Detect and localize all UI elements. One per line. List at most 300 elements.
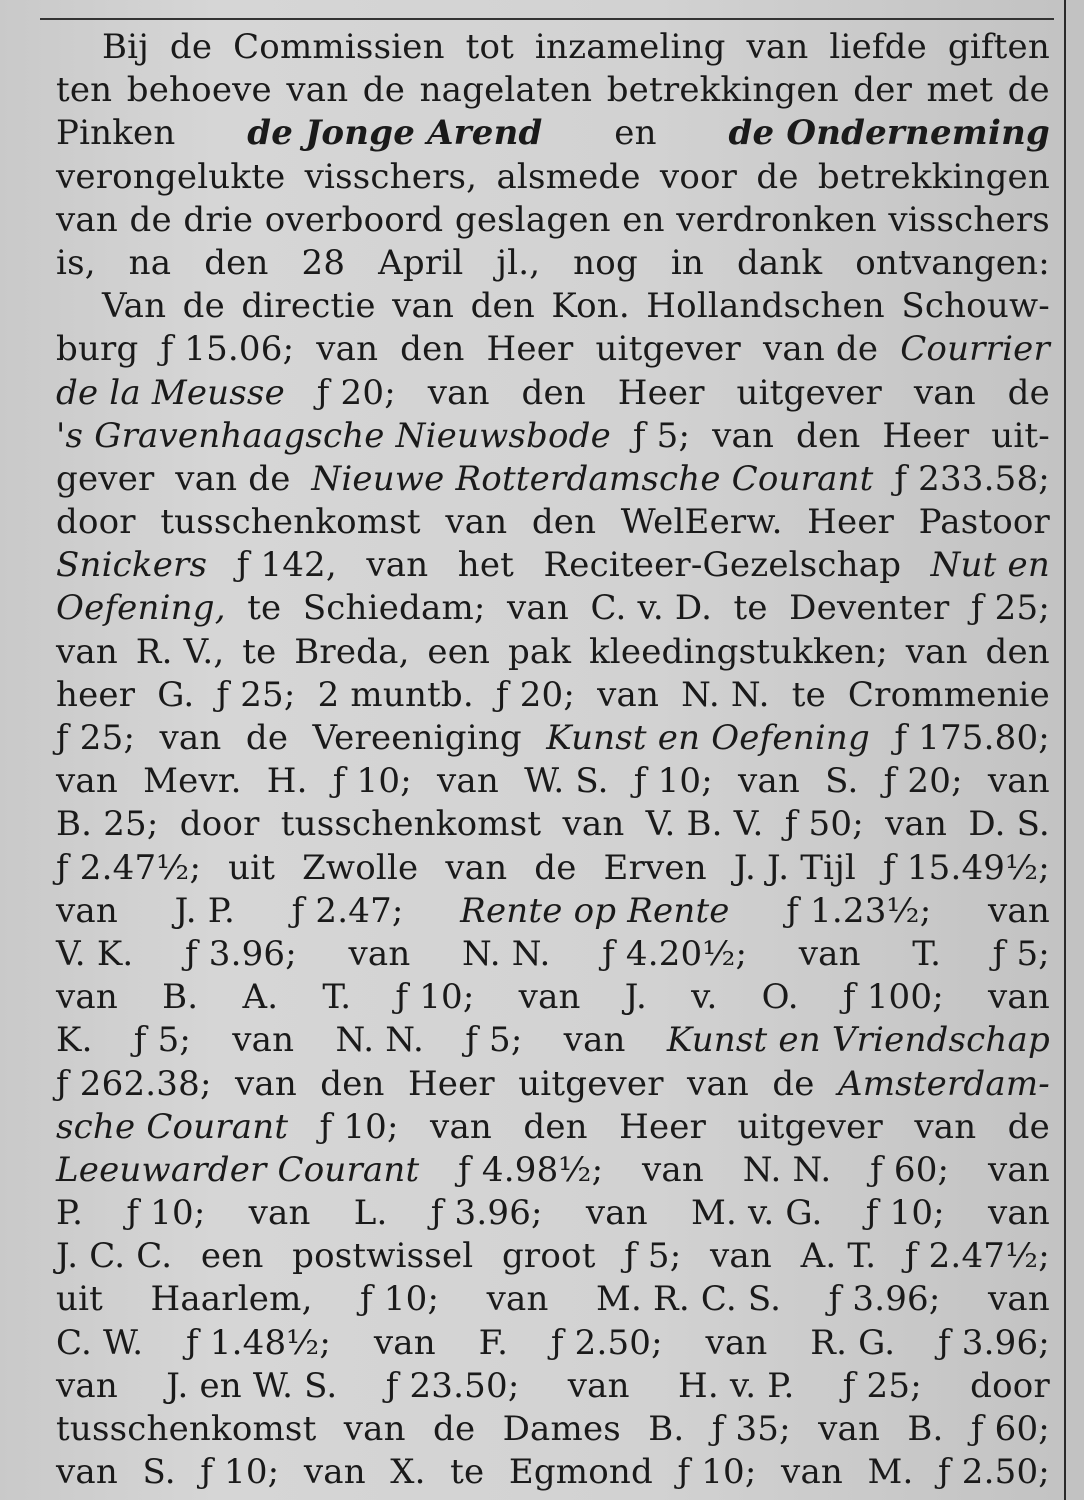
text-segment: 28 [301, 242, 346, 283]
text-segment: Heer [807, 502, 895, 543]
text-segment: voor [659, 156, 738, 197]
text-line [56, 631, 1050, 674]
text-segment: Heer [486, 329, 574, 370]
text-segment: B. 25; [56, 804, 159, 845]
text-line [56, 458, 1050, 501]
text-segment: van [781, 1452, 844, 1493]
text-segment: R. V., [135, 631, 225, 672]
text-segment: van [445, 847, 508, 888]
text-segment: uit [228, 847, 276, 888]
text-segment: N. N. [681, 674, 770, 715]
text-segment: van [234, 1063, 297, 1104]
text-segment: den [531, 502, 597, 543]
text-segment: de [129, 199, 172, 240]
text-line [56, 156, 1050, 199]
text-segment: WelEerw. [620, 502, 783, 543]
text-segment: ƒ 2.47; [291, 890, 404, 931]
text-segment: giften [947, 27, 1050, 67]
text-line [56, 372, 1050, 415]
text-segment: P. [56, 1193, 84, 1234]
text-segment: overboord [264, 199, 444, 240]
text-segment: T. [912, 933, 942, 974]
text-line [56, 674, 1050, 717]
text-segment: van [437, 761, 499, 802]
text-segment: 's Gravenhaagsche Nieuwsbode [56, 415, 611, 456]
text-segment: de [1007, 1106, 1050, 1147]
text-segment: Breda, [294, 631, 410, 672]
text-segment: jl., [496, 242, 541, 283]
text-segment: Reciteer-Gezelschap [543, 545, 902, 586]
text-line [56, 1451, 1050, 1494]
text-segment: N. N. [461, 933, 551, 974]
text-segment: ƒ 5; [133, 1020, 192, 1061]
text-segment: ƒ 233.58; [894, 458, 1050, 499]
text-segment: ƒ 10; [633, 761, 713, 802]
text-segment: groot [501, 1236, 596, 1277]
text-segment: S. [825, 761, 859, 802]
text-segment: ƒ 1.23½; [786, 890, 932, 931]
text-segment: Crommenie [847, 674, 1050, 715]
text-segment: de [756, 156, 799, 197]
text-segment: heer [56, 674, 136, 715]
text-segment: van [798, 933, 861, 974]
text-segment: van [818, 1409, 881, 1449]
text-segment: geslagen [454, 199, 611, 240]
text-segment: uitgever [518, 1063, 664, 1104]
text-segment: N. N. [742, 1149, 832, 1190]
text-segment: van [987, 1149, 1050, 1190]
text-segment: N. N. [335, 1020, 425, 1061]
text-segment: de [1007, 372, 1050, 413]
text-segment: van [56, 199, 118, 240]
text-segment: inzameling [534, 27, 726, 67]
text-segment: A. T. [800, 1236, 877, 1277]
text-line [56, 1365, 1050, 1408]
text-segment: ƒ 3.96; [938, 1322, 1050, 1363]
text-segment: D. S. [968, 804, 1050, 845]
text-segment: Dames [502, 1409, 621, 1449]
text-segment: J. P. [174, 890, 235, 931]
text-segment: ƒ 60; [970, 1409, 1050, 1449]
text-segment: ƒ 142, [236, 545, 337, 586]
text-segment: ƒ 25; [970, 588, 1050, 629]
text-segment: van [159, 718, 222, 758]
text-segment: ƒ 25; [842, 1365, 922, 1406]
text-segment: Amsterdam- [837, 1063, 1050, 1104]
text-segment: door [179, 804, 260, 845]
text-line [56, 587, 1050, 630]
text-line [56, 242, 1050, 285]
text-segment: Pastoor [918, 502, 1050, 543]
text-segment: betrekkingen [606, 70, 839, 111]
text-segment: van [373, 1322, 436, 1363]
text-line [56, 1063, 1050, 1106]
text-segment: van [486, 1279, 549, 1320]
text-segment: Leeuwarder Courant [56, 1149, 420, 1190]
text-segment: de [182, 286, 225, 327]
text-segment: ƒ 3.96; [430, 1193, 543, 1234]
text-segment: ƒ 15.06; [160, 329, 295, 370]
text-segment: den [523, 1106, 588, 1147]
text-segment: van [445, 502, 508, 543]
text-segment: G. [157, 674, 195, 715]
text-segment: drie [183, 199, 254, 240]
text-line [56, 285, 1050, 328]
text-segment: Schiedam; [302, 588, 486, 629]
text-segment: uitgever [736, 372, 883, 413]
text-segment: F. [478, 1322, 509, 1363]
text-segment: van [430, 1106, 493, 1147]
text-segment: van [710, 1236, 772, 1277]
text-segment: van [988, 977, 1050, 1018]
text-segment: Heer [617, 372, 705, 413]
text-segment: te [733, 588, 768, 629]
text-segment: den [521, 372, 586, 413]
text-segment: van [248, 1193, 311, 1234]
text-segment: van [913, 372, 976, 413]
text-segment: verdronken [676, 199, 877, 240]
text-line [56, 544, 1050, 587]
text-segment: ƒ 3.96; [828, 1279, 941, 1320]
text-segment: Kunst en Vriendschap [666, 1020, 1050, 1061]
text-segment: Zwolle [302, 847, 419, 888]
text-segment: van [914, 1106, 977, 1147]
text-segment: Deventer [789, 588, 950, 629]
text-segment: X. [390, 1452, 426, 1493]
text-segment: ƒ 1.48½; [185, 1322, 332, 1363]
text-segment: in [670, 242, 705, 283]
text-segment: gever [56, 458, 155, 499]
text-segment: ƒ 4.20½; [602, 933, 748, 974]
text-segment: ƒ 10; [865, 1193, 945, 1234]
text-segment: ƒ 3.96; [184, 933, 297, 974]
text-segment: ƒ 2.47½; [904, 1236, 1050, 1277]
text-segment: de [245, 718, 289, 758]
text-segment: H. [266, 761, 308, 802]
text-segment: van [232, 1020, 295, 1061]
text-segment: het [457, 545, 515, 586]
text-segment: den [204, 242, 269, 283]
text-segment: van [56, 1365, 118, 1406]
text-segment: M. R. C. S. [596, 1279, 782, 1320]
text-line [56, 803, 1050, 846]
text-segment: J. [624, 977, 647, 1018]
text-segment: der [853, 70, 913, 111]
text-segment: J. en W. S. [166, 1365, 338, 1406]
text-line [56, 415, 1050, 458]
text-segment: ƒ 20; [316, 372, 396, 413]
text-segment: met [926, 70, 994, 111]
text-segment: nog [573, 242, 638, 283]
text-line [56, 976, 1050, 1019]
text-segment: uit- [991, 415, 1050, 456]
text-segment: R. G. [810, 1322, 896, 1363]
text-line [56, 501, 1050, 544]
text-segment: ƒ 35; [711, 1409, 791, 1449]
text-segment: tusschenkomst [160, 502, 421, 543]
text-segment: Nieuwe Rotterdamsche Courant [311, 458, 874, 499]
text-segment: van [905, 631, 968, 672]
text-segment: tusschenkomst [280, 804, 542, 845]
text-line [56, 328, 1050, 371]
text-segment: visschers [888, 199, 1050, 240]
text-segment: ontvangen: [855, 242, 1050, 283]
text-segment: C. W. [56, 1322, 144, 1363]
text-line [56, 1149, 1050, 1192]
text-segment: de [169, 27, 213, 67]
text-segment: sche Courant [56, 1106, 289, 1147]
text-segment: Schouw- [901, 286, 1050, 327]
text-segment: ƒ 5; [632, 415, 691, 456]
text-segment: Snickers [56, 545, 208, 586]
text-segment: ƒ 5; [465, 1020, 523, 1061]
text-segment: Heer [882, 415, 970, 456]
text-segment: O. [761, 977, 799, 1018]
text-segment: Courrier [900, 329, 1050, 370]
text-segment: ƒ 10; [332, 761, 412, 802]
text-segment: verongelukte [56, 156, 286, 197]
text-segment: door [970, 1365, 1050, 1406]
text-segment: Hollandschen [646, 286, 885, 327]
text-line [56, 933, 1050, 976]
article-text [56, 26, 1050, 1494]
text-segment: ƒ 25; [216, 674, 296, 715]
text-segment: ƒ 25; [56, 718, 136, 758]
text-segment: Rente op Rente [460, 890, 730, 931]
text-segment: van [303, 1452, 366, 1493]
text-segment: ƒ 2.50; [937, 1452, 1050, 1493]
text-segment: van [988, 1193, 1050, 1234]
text-segment: uit [56, 1279, 104, 1320]
text-line [56, 112, 1050, 155]
text-segment: Egmond [508, 1452, 653, 1493]
text-line [56, 1408, 1050, 1451]
text-segment: van [286, 70, 349, 111]
text-segment: L. [353, 1193, 388, 1234]
text-segment: Oefening, [56, 588, 226, 629]
text-segment: ƒ 10; [200, 1452, 280, 1493]
text-segment: M. v. G. [690, 1193, 823, 1234]
text-segment: van [56, 977, 118, 1018]
text-segment: de [433, 1409, 476, 1449]
text-segment: Nut en [930, 545, 1050, 586]
text-segment: Kunst en Oefening [546, 718, 870, 758]
text-segment: van [585, 1193, 648, 1234]
text-segment: en [614, 113, 657, 154]
text-segment: van [518, 977, 581, 1018]
text-segment: Vereeniging [312, 718, 522, 758]
text-segment: ƒ 15.49½; [882, 847, 1050, 888]
text-segment: ƒ 10; [360, 1279, 440, 1320]
text-segment: te [791, 674, 826, 715]
text-segment: uitgever [737, 1106, 883, 1147]
text-segment: van [738, 761, 801, 802]
text-segment: ƒ 20; [495, 674, 576, 715]
text-segment: H. v. P. [678, 1365, 795, 1406]
text-segment: den [400, 329, 465, 370]
text-segment: den [470, 286, 535, 327]
text-segment: de [1007, 70, 1050, 111]
text-line [56, 847, 1050, 890]
text-segment: ƒ 60; [870, 1149, 950, 1190]
text-segment: A. [242, 977, 279, 1018]
text-segment: is, [56, 242, 96, 283]
text-segment: visschers, [304, 156, 478, 197]
text-segment: ƒ 175.80; [894, 718, 1050, 758]
text-segment: de Onderneming [728, 113, 1050, 154]
text-segment: van [348, 933, 411, 974]
text-segment: tot [465, 27, 515, 67]
text-segment: ƒ 4.98½; [458, 1149, 604, 1190]
text-line [56, 1235, 1050, 1278]
text-segment: ƒ 100; [842, 977, 944, 1018]
text-segment: van [705, 1322, 768, 1363]
text-segment: ƒ 5; [624, 1236, 682, 1277]
text-segment: V. B. V. [645, 804, 764, 845]
text-segment: postwissel [292, 1236, 474, 1277]
text-segment: tusschenkomst [56, 1409, 317, 1449]
text-segment: directie [241, 286, 376, 327]
text-segment: dank [736, 242, 823, 283]
text-segment: ƒ 2.47½; [56, 847, 202, 888]
text-segment: Heer [619, 1106, 707, 1147]
top-rule [40, 18, 1054, 20]
text-segment: 2 muntb. [317, 674, 474, 715]
text-segment: van [746, 27, 809, 67]
text-segment: van [343, 1409, 406, 1449]
text-segment: Haarlem, [150, 1279, 313, 1320]
text-line [56, 1192, 1050, 1235]
text-segment: nagelaten [419, 70, 593, 111]
text-segment: van [316, 329, 379, 370]
text-segment: de Jonge Arend [247, 113, 543, 154]
text-segment: burg [56, 329, 139, 370]
text-segment: van [567, 1365, 630, 1406]
text-segment: alsmede [496, 156, 641, 197]
text-segment: na [128, 242, 172, 283]
text-segment: de [534, 847, 577, 888]
text-segment: Mevr. [143, 761, 242, 802]
text-segment: ƒ 50; [784, 804, 864, 845]
text-segment: de [772, 1063, 815, 1104]
text-segment: J. C. C. [56, 1236, 173, 1277]
text-segment: Van [102, 286, 167, 327]
text-segment: ƒ 23.50; [385, 1365, 520, 1406]
text-segment: een [200, 1236, 264, 1277]
text-segment: van [987, 761, 1050, 802]
text-segment: W. S. [524, 761, 609, 802]
text-segment: van [56, 631, 118, 672]
text-segment: van [392, 286, 455, 327]
text-segment: Commissien [233, 27, 445, 67]
text-segment: Pinken [56, 113, 176, 154]
text-segment: Erven [603, 847, 707, 888]
text-segment: door [56, 502, 136, 543]
text-segment: pak [507, 631, 572, 672]
text-segment: ten [56, 70, 113, 111]
text-segment: B. [648, 1409, 685, 1449]
text-segment: de la Meusse [56, 372, 285, 413]
text-segment: van [56, 890, 118, 931]
text-segment: van [987, 890, 1050, 931]
text-segment: van [987, 1279, 1050, 1320]
text-segment: K. [56, 1020, 93, 1061]
text-segment: ƒ 10; [395, 977, 475, 1018]
text-line [56, 1322, 1050, 1365]
text-segment: van [427, 372, 490, 413]
text-segment: V. K. [56, 933, 134, 974]
text-segment: van de [175, 458, 291, 499]
text-segment: van [563, 1020, 626, 1061]
text-segment: T. [322, 977, 352, 1018]
text-segment: de [362, 70, 406, 111]
text-segment: den [796, 415, 861, 456]
text-line [56, 69, 1050, 112]
text-segment: M. [867, 1452, 914, 1493]
column-rule [1064, 0, 1066, 1500]
text-line [56, 760, 1050, 803]
text-segment: te [247, 588, 282, 629]
text-line [56, 1278, 1050, 1321]
text-segment: van [56, 1452, 118, 1493]
text-segment: van [597, 674, 660, 715]
text-line [56, 1019, 1050, 1062]
text-line [56, 1106, 1050, 1149]
text-segment: C. v. D. [590, 588, 713, 629]
text-line [56, 717, 1050, 760]
text-segment: ƒ 2.50; [550, 1322, 663, 1363]
text-segment: van [712, 415, 775, 456]
text-segment: te [242, 631, 277, 672]
text-line [56, 890, 1050, 933]
text-segment: van [562, 804, 625, 845]
text-segment: S. [142, 1452, 176, 1493]
text-segment: J. J. Tijl [733, 847, 857, 888]
text-segment: ƒ 5; [992, 933, 1050, 974]
text-segment: een [427, 631, 491, 672]
text-segment: betrekkingen [817, 156, 1050, 197]
text-segment: ƒ 20; [883, 761, 963, 802]
text-line [56, 26, 1050, 69]
text-segment: den [320, 1063, 385, 1104]
text-segment: van [687, 1063, 750, 1104]
text-segment: den [985, 631, 1050, 672]
text-segment: v. [691, 977, 718, 1018]
text-segment: te [450, 1452, 485, 1493]
text-segment: en [622, 199, 665, 240]
text-segment: April [378, 242, 464, 283]
text-segment: ƒ 262.38; [56, 1063, 212, 1104]
text-segment: van [366, 545, 429, 586]
text-segment: uitgever [595, 329, 741, 370]
text-segment: B. [907, 1409, 944, 1449]
text-segment: ƒ 10; [319, 1106, 399, 1147]
text-segment: ƒ 10; [126, 1193, 206, 1234]
text-line [56, 199, 1050, 242]
text-segment: Bij [102, 27, 150, 67]
text-segment: van [56, 761, 118, 802]
text-segment: van [642, 1149, 704, 1190]
text-segment: Kon. [551, 286, 630, 327]
text-segment: van de [762, 329, 879, 370]
text-segment: van [507, 588, 569, 629]
text-segment: liefde [829, 27, 927, 67]
text-segment: ƒ 10; [677, 1452, 757, 1493]
text-segment: Heer [407, 1063, 495, 1104]
text-segment: van [885, 804, 948, 845]
text-segment: kleedingstukken; [589, 631, 888, 672]
text-segment: behoeve [126, 70, 272, 111]
